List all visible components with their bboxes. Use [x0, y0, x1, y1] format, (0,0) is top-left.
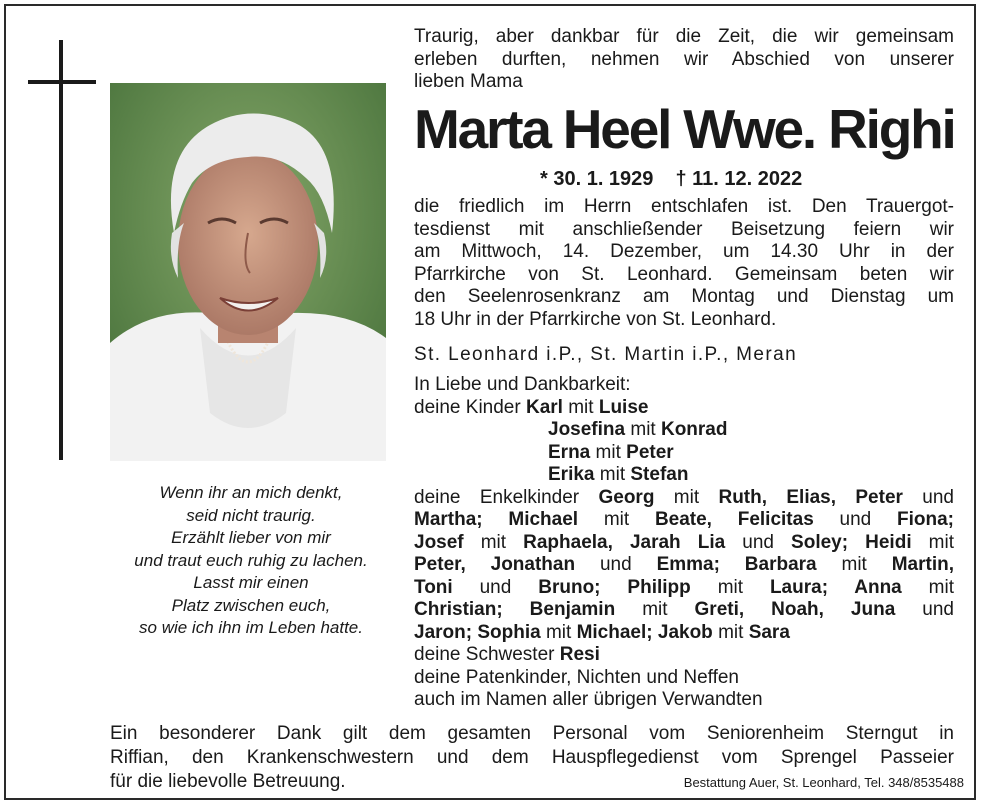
- grandchildren-block: [414, 487, 954, 645]
- connector-text: mit: [654, 486, 719, 508]
- child-name: Josefina: [548, 419, 626, 440]
- family-list: [414, 374, 954, 712]
- grandchild-name: Bruno; Philipp: [538, 576, 691, 598]
- child-name: Erna: [548, 441, 591, 463]
- sister-row: [414, 644, 954, 667]
- grandchild-name: Fiona;: [897, 509, 954, 530]
- children-row: [414, 419, 954, 442]
- poem-line: und traut euch ruhig zu lachen.: [134, 550, 368, 570]
- details-line: Pfarrkirche von St. Leonhard. Gemeinsam beten wir: [414, 263, 954, 285]
- children-row: [414, 442, 954, 465]
- grandchild-name: Josef: [414, 531, 464, 553]
- thanks-line: für die liebevolle Betreuung.: [110, 771, 346, 792]
- grandchild-name: Laura; Anna: [769, 576, 902, 598]
- family-heading: In Liebe und Dankbarkeit:: [414, 374, 631, 395]
- thanks-line: Riffian, den Krankenschwestern und dem Hauspflegedienst vom Sprengel Passeier: [110, 747, 954, 768]
- poem: [96, 482, 406, 640]
- grandchild-name: Georg: [598, 486, 655, 508]
- intro-line: erleben durften, nehmen wir Abschied von unserer: [414, 48, 954, 70]
- partner-name: Konrad: [660, 419, 728, 440]
- partner-name: Luise: [598, 396, 649, 418]
- cross-icon: [59, 40, 63, 460]
- children-row: [414, 397, 954, 420]
- connector-text: und: [452, 576, 539, 598]
- connector-text: mit: [540, 621, 577, 643]
- children-label: deine Kinder: [414, 396, 521, 418]
- sister-label: deine Schwester: [414, 644, 555, 665]
- grandchildren-line: [414, 487, 954, 510]
- grandchild-name: Toni: [414, 576, 453, 598]
- details-line: die friedlich im Herrn entschlafen ist. Den Trauergot-: [414, 196, 954, 217]
- sister-name: Resi: [559, 644, 600, 665]
- connector-text: deine Enkelkinder: [414, 486, 599, 508]
- connector-text: mit: [690, 576, 770, 598]
- grandchild-name: Raphaela, Jarah Lia: [523, 531, 726, 553]
- grandchild-name: Beate, Felicitas: [654, 509, 814, 530]
- funeral-details: [414, 196, 954, 331]
- connector-text: und: [725, 531, 792, 553]
- with-word: mit: [599, 464, 626, 485]
- connector-text: mit: [463, 531, 524, 553]
- death-date: † 11. 12. 2022: [675, 168, 803, 190]
- details-line: den Seelenrosenkranz am Montag und Dienstag um: [414, 286, 954, 307]
- grandchildren-line: [414, 577, 954, 600]
- connector-text: mit: [615, 599, 695, 620]
- with-word: mit: [595, 441, 621, 463]
- grandchild-name: Martin,: [891, 554, 954, 575]
- birth-date: * 30. 1. 1929: [540, 168, 654, 190]
- grandchild-name: Peter, Jonathan: [414, 554, 576, 575]
- with-word: mit: [568, 396, 594, 418]
- grandchild-name: Ruth, Elias, Peter: [718, 486, 903, 508]
- intro-text: [414, 26, 954, 94]
- poem-line: Erzählt lieber von mir: [171, 528, 331, 547]
- grandchildren-line: [414, 554, 954, 577]
- relatives-line: auch im Namen aller übrigen Verwandten: [414, 689, 763, 710]
- poem-line: seid nicht traurig.: [186, 505, 316, 525]
- thanks-line: Ein besonderer Dank gilt dem gesamten Personal vom Seniorenheim Sterngut in: [110, 723, 954, 744]
- connector-text: und: [813, 509, 897, 530]
- partner-name: Peter: [626, 441, 674, 463]
- connector-text: mit: [901, 576, 955, 598]
- connector-text: und: [902, 486, 954, 508]
- grandchildren-line: [414, 532, 954, 555]
- cross-icon-bar: [28, 80, 96, 84]
- details-line: tesdienst mit anschließender Beisetzung feiern wir: [414, 218, 954, 240]
- intro-line: Traurig, aber dankbar für die Zeit, die wir gemeinsam: [414, 26, 954, 47]
- grandchild-name: Martha; Michael: [414, 509, 579, 530]
- intro-line: lieben Mama: [414, 71, 523, 92]
- child-name: Karl: [525, 396, 563, 418]
- connector-text: mit: [578, 509, 655, 530]
- connector-text: und: [575, 554, 657, 575]
- with-word: mit: [630, 419, 656, 440]
- connector-text: mit: [816, 554, 892, 575]
- grandchildren-line: [414, 622, 954, 645]
- deceased-name: Marta Heel Wwe. Righi: [414, 98, 955, 160]
- locations: St. Leonhard i.P., St. Martin i.P., Meran: [414, 344, 798, 365]
- child-name: Erika: [548, 464, 595, 485]
- partner-name: Stefan: [630, 464, 689, 485]
- details-line: am Mittwoch, 14. Dezember, um 14.30 Uhr in der: [414, 241, 954, 262]
- life-dates: [540, 168, 802, 191]
- godchildren-line: deine Patenkinder, Nichten und Neffen: [414, 666, 739, 688]
- grandchild-name: Christian; Benjamin: [414, 599, 616, 620]
- connector-text: und: [895, 599, 954, 620]
- poem-line: Platz zwischen euch,: [171, 595, 331, 615]
- grandchild-name: Emma; Barbara: [656, 554, 817, 575]
- grandchild-name: Jaron; Sophia: [414, 621, 541, 643]
- grandchild-name: Soley; Heidi: [791, 531, 912, 553]
- details-line: 18 Uhr in der Pfarrkirche von St. Leonhard.: [414, 308, 777, 330]
- connector-text: mit: [712, 621, 749, 643]
- connector-text: mit: [911, 531, 954, 553]
- poem-line: Lasst mir einen: [193, 573, 309, 592]
- poem-line: so wie ich ihn im Leben hatte.: [139, 618, 363, 637]
- grandchild-name: Sara: [748, 621, 790, 643]
- undertaker-info: Bestattung Auer, St. Leonhard, Tel. 348/8535488: [683, 775, 964, 790]
- poem-line: Wenn ihr an mich denkt,: [159, 483, 343, 502]
- children-row: [414, 464, 954, 487]
- grandchild-name: Greti, Noah, Juna: [694, 599, 896, 620]
- grandchildren-line: [414, 599, 954, 622]
- grandchildren-line: [414, 509, 954, 532]
- grandchild-name: Michael; Jakob: [576, 621, 713, 643]
- portrait-photo: [110, 83, 386, 461]
- portrait-illustration: [110, 83, 386, 461]
